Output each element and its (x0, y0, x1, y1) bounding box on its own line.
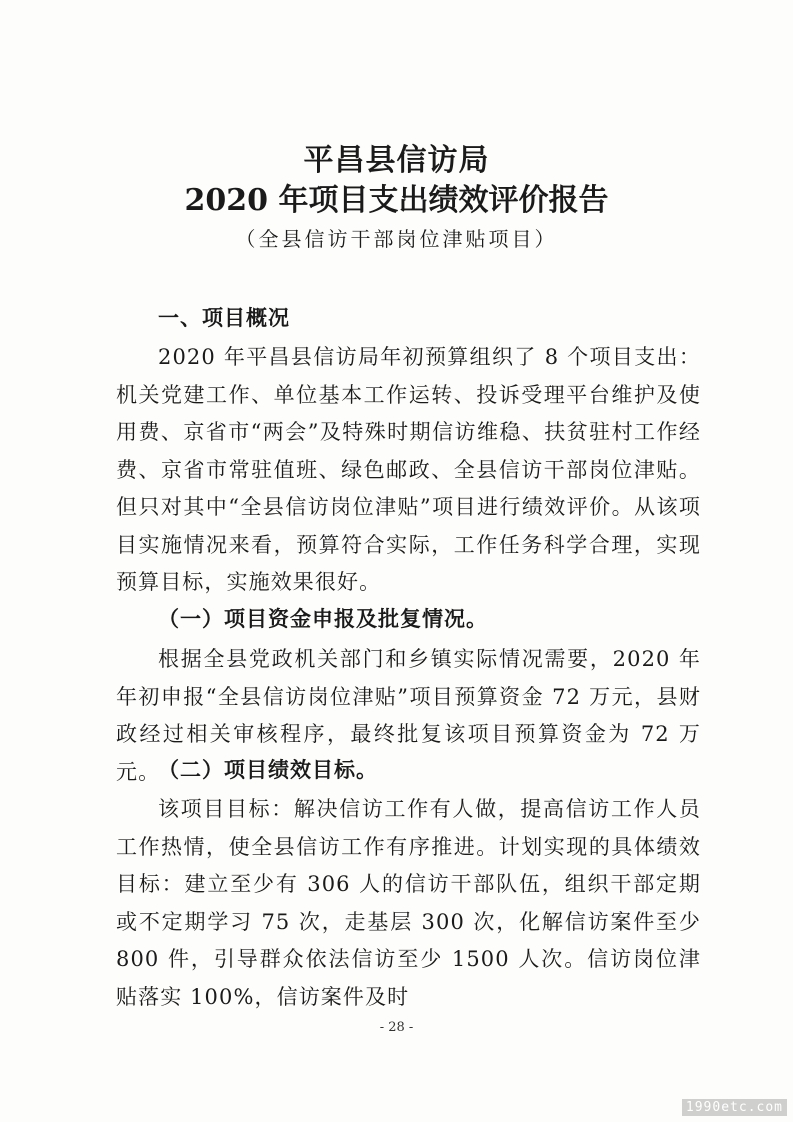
site-watermark: 1990etc.com (682, 1099, 787, 1116)
section-heading-overview: 一、项目概况 (158, 305, 290, 330)
project-note: （全县信访干部岗位津贴项目） (235, 227, 558, 251)
document-title: 平昌县信访局 (303, 143, 490, 178)
page-number: - 28 - (379, 1020, 414, 1035)
subsection-heading-funding: （一）项目资金申报及批复情况。 (158, 606, 488, 631)
paragraph-overview: 2020 年平昌县信访局年初预算组织了 8 个项目支出：机关党建工作、单位基本工作运转、投诉受理平台维护及使用费、京省市“两会”及特殊时期信访维稳、扶贫驻村工作经费、京省市常驻值班、绿色邮政、全县信访干部岗位津贴。但只对其中“全县信访岗位津贴”项目进行绩效评价。从该项目实施情况来看，预算符合实际，工作任务科学合理，实现预算目标，实施效果很好。 (116, 345, 701, 594)
subsection-heading-goals: （二）项目绩效目标。 (158, 757, 378, 782)
paragraph-funding: 根据全县党政机关部门和乡镇实际情况需要，2020 年年初申报“全县信访岗位津贴”项目预算资金 72 万元，县财政经过相关审核程序，最终批复该项目预算资金为 72 万元。 (116, 647, 701, 784)
report-title: 2020 年项目支出绩效评价报告 (184, 183, 609, 218)
paragraph-goals: 该项目目标：解决信访工作有人做，提高信访工作人员工作热情，使全县信访工作有序推进。计划实现的具体绩效目标：建立至少有 306 人的信访干部队伍，组织干部定期或不定期学习 75 次，走基层 300 次，化解信访案件至少 800 件，引导群众依法信访至少 1500 人次。信访岗位津贴落实 100%，信访案件及时 (116, 797, 701, 1009)
